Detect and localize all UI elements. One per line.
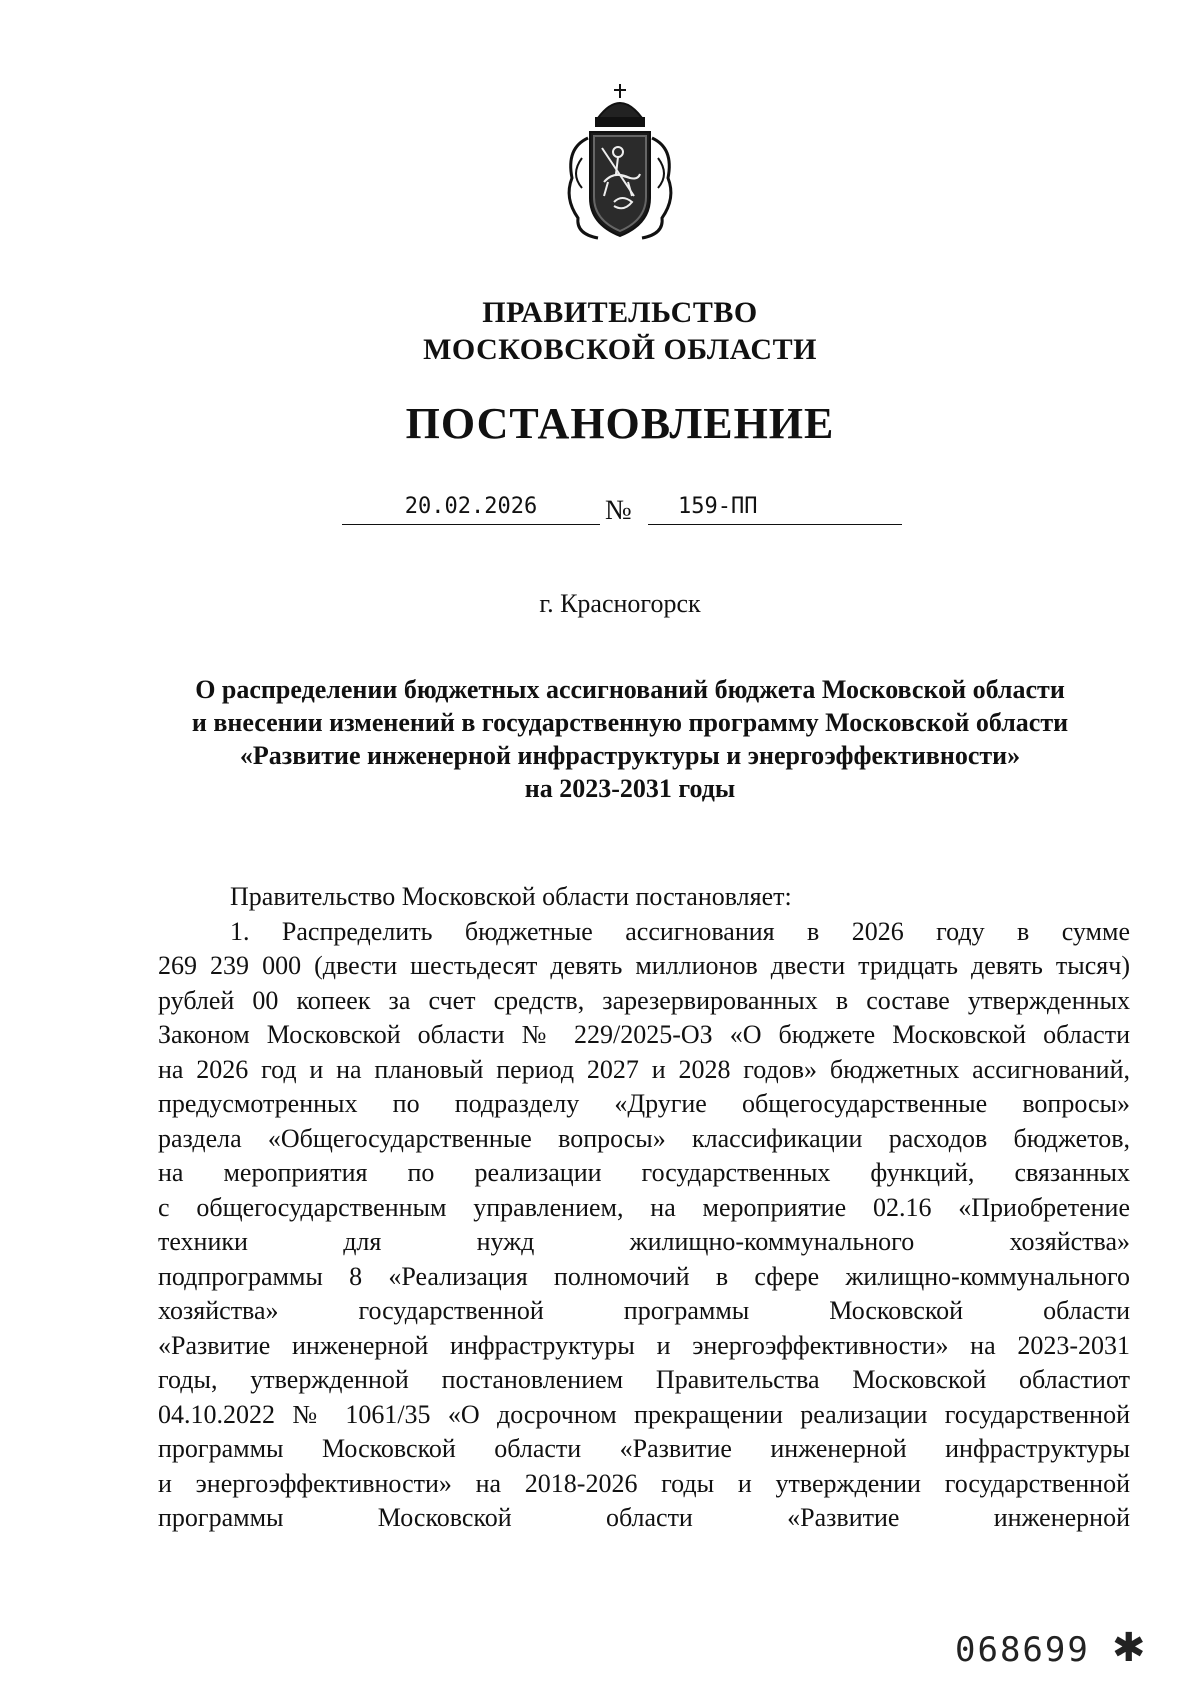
body-line: подпрограммы 8 «Реализация полномочий в сфере жилищно-коммунального <box>158 1261 1130 1291</box>
body-line: на мероприятия по реализации государственных функций, связанных <box>158 1158 1130 1187</box>
body-intro: Правительство Московской области постановляет: <box>230 882 792 911</box>
city-name: г. Красногорск <box>539 589 701 618</box>
document-number: 159-ПП <box>678 494 758 519</box>
government-title-line2: МОСКОВСКОЙ ОБЛАСТИ <box>423 333 817 366</box>
body-line: и энергоэффективности» на 2018-2026 годы и утверждении государственной <box>158 1468 1130 1498</box>
date-underline <box>342 524 600 525</box>
document-body <box>158 880 1130 1536</box>
body-line: техники для нужд жилищно-коммунального хозяйства» <box>158 1227 1130 1256</box>
body-line: на 2026 год и на плановый период 2027 и 2028 годов» бюджетных ассигнований, <box>158 1054 1130 1084</box>
subject-line: на 2023-2031 годы <box>524 774 736 803</box>
subject-line: и внесении изменений в государственную программу Московской области <box>191 708 1069 737</box>
body-line: предусмотренных по подразделу «Другие общегосударственные вопросы» <box>158 1089 1130 1118</box>
body-line: 269 239 000 (двести шестьдесят девять миллионов двести тридцать девять тысяч) <box>158 951 1130 980</box>
body-line: годы, утвержденной постановлением Правительства Московской областиот <box>158 1365 1130 1394</box>
body-line: Законом Московской области № 229/2025-ОЗ «О бюджете Московской области <box>158 1020 1130 1049</box>
body-line: 1. Распределить бюджетные ассигнования в 2026 году в сумме <box>230 916 1130 946</box>
body-line: программы Московской области «Развитие инженерной инфраструктуры <box>158 1434 1130 1463</box>
coat-of-arms-icon <box>558 78 682 250</box>
government-title-line1: ПРАВИТЕЛЬСТВО <box>482 296 758 329</box>
subject-line: О распределении бюджетных ассигнований бюджета Московской области <box>195 675 1065 704</box>
document-subject <box>140 673 1120 805</box>
asterisk-mark-icon: ✱ <box>1112 1625 1146 1670</box>
serial-number: 068699 <box>955 1630 1090 1670</box>
body-line: раздела «Общегосударственные вопросы» классификации расходов бюджетов, <box>158 1123 1130 1153</box>
body-line: программы Московской области «Развитие инженерной <box>158 1503 1130 1532</box>
document-date: 20.02.2026 <box>404 494 538 519</box>
body-line: хозяйства» государственной программы Московской области <box>158 1296 1130 1325</box>
number-underline <box>648 524 902 525</box>
document-type-title: ПОСТАНОВЛЕНИЕ <box>405 399 835 448</box>
body-line: рублей 00 копеек за счет средств, зарезервированных в составе утвержденных <box>158 985 1130 1015</box>
body-line: с общегосударственным управлением, на мероприятие 02.16 «Приобретение <box>158 1192 1130 1222</box>
number-sign: № <box>605 495 632 526</box>
body-line: 04.10.2022 № 1061/35 «О досрочном прекращении реализации государственной <box>158 1399 1130 1429</box>
subject-line: «Развитие инженерной инфраструктуры и энергоэффективности» <box>239 741 1021 770</box>
body-line: «Развитие инженерной инфраструктуры и энергоэффективности» на 2023-2031 <box>158 1330 1130 1360</box>
